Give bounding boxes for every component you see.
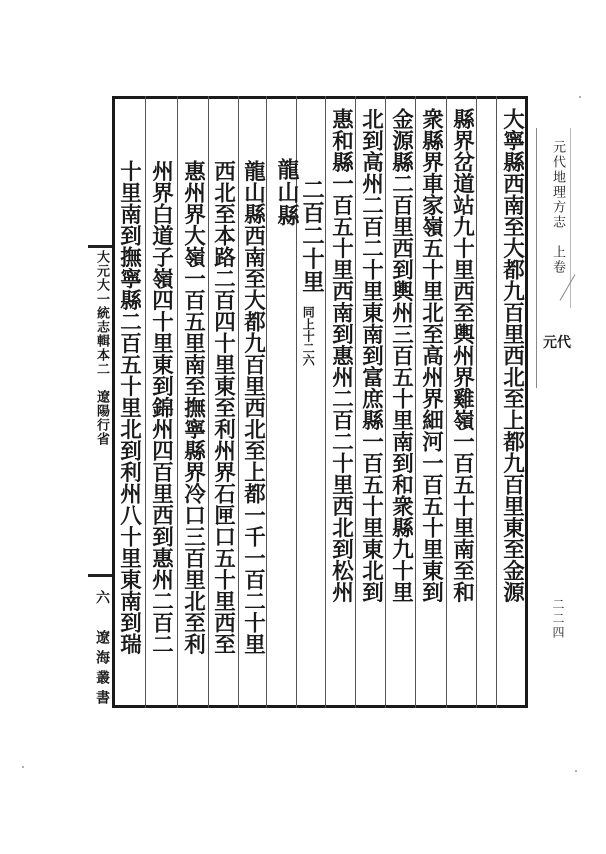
scan-speck [22, 766, 24, 768]
text-column: 西北至本路二百四十里東至利州界石匣口五十里西至 [210, 160, 236, 655]
column-rule [496, 96, 497, 708]
text-column: 北到高州二百二十里東南到富庶縣一百五十里東北到 [358, 108, 384, 603]
column-rule [266, 96, 267, 708]
running-title: 元代地理方志 上卷 [550, 140, 565, 275]
text-column: 金源縣二百里西到輿州三百五十里南到和衆縣九十里 [388, 108, 414, 603]
margin-rule [536, 128, 537, 388]
column-rule [446, 96, 447, 708]
text-column: 衆縣界車家嶺五十里北至高州界細河一百五十里東到 [418, 108, 444, 603]
text-column: 惠州界大嶺一百五里南至撫寧縣界冷口三百里北至利 [180, 160, 206, 655]
column-rule [476, 96, 477, 708]
column-rule [238, 96, 239, 708]
annotation-note: 同上十二六 [301, 306, 316, 366]
text-column: 縣界岔道站九十里西至輿州界雞嶺一百五十里南至和 [449, 108, 475, 603]
column-rule [385, 96, 386, 708]
series-title-margin: 六 遼海叢書 [94, 590, 110, 710]
column-rule [177, 96, 178, 708]
fold-mark [88, 574, 112, 577]
column-rule [415, 96, 416, 708]
column-rule [325, 96, 326, 708]
text-column: 惠和縣一百五十里西南到惠州二百二十里西北到松州 [328, 108, 354, 603]
text-column: 二百二十里 [298, 178, 325, 293]
page-number: 二二四 [551, 598, 565, 640]
series-logo: 元代 [543, 335, 571, 351]
scan-speck [575, 770, 577, 772]
fold-mark [88, 245, 112, 248]
column-rule [208, 96, 209, 708]
scan-speck [579, 96, 581, 98]
column-rule [145, 96, 146, 708]
section-heading: 龍山縣 [274, 158, 300, 227]
margin-rule [560, 274, 576, 300]
text-column: 龍山縣西南至大都九百里西北至上都一千一百二十里 [240, 160, 266, 655]
column-rule [355, 96, 356, 708]
book-title-margin: 大元大一統志輯本二 遼陽行省 [94, 250, 109, 446]
text-column: 大寧縣西南至大都九百里西北至上都九百里東至金源 [499, 108, 525, 603]
text-column: 州界白道子嶺四十里東到錦州四百里西到惠州二百二 [148, 160, 174, 655]
text-column: 十里南到撫寧縣二百五十里北到利州八十里東南到瑞 [116, 160, 142, 655]
